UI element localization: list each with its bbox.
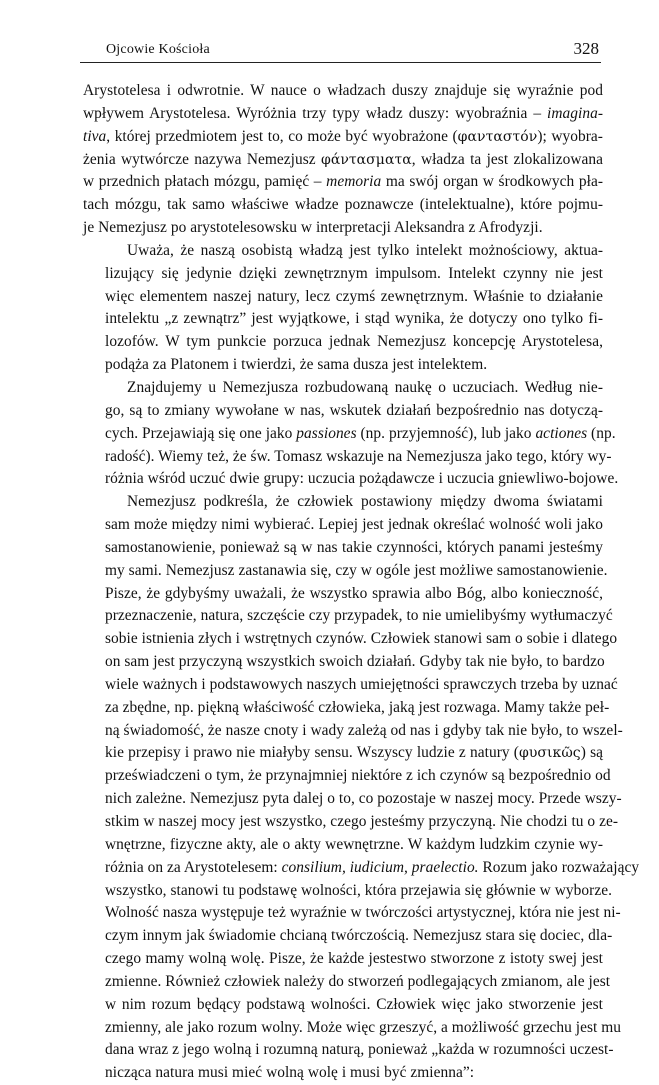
text-line: w nim rozum będący podstawą wolności. Człowiek więc jako stworzenie jest (105, 995, 603, 1013)
text-line: przeznaczenie, natura, szczęście czy przypadek, to nie umielibyśmy wytłumaczyć (105, 607, 613, 625)
text-line: czego mamy wolną wolę. Pisze, że każde jestestwo stworzone z istoty swej jest (105, 950, 603, 968)
running-head-title: Ojcowie Kościoła (106, 42, 210, 57)
text-line: tiva, której przedmiotem jest to, co może być wyobrażone (φανταστόν); wyobra- (83, 127, 603, 145)
text-line: zmienny, ale jako rozum wolny. Może więc grzeszyć, a możliwość grzechu jest mu (105, 1018, 622, 1036)
text-line: tach mózgu, tak samo właściwe władze poznawcze (intelektualne), które pojmu- (83, 196, 603, 214)
text-line: przeświadczeni o tym, że przynajmniej niektóre z ich czynów są bezpośrednio od (105, 767, 611, 785)
text-line: różnia wśród uczuć dwie grupy: uczucia pożądawcze i uczucia gniewliwo-bojowe. (105, 470, 619, 488)
text-line: Arystotelesa i odwrotnie. W nauce o władzach duszy znajduje się wyraźnie pod (83, 82, 603, 99)
text-line: czym innym jak świadomie chcianą twórczością. Nemezjusz stara się dociec, dla- (105, 927, 613, 945)
text-line: więc elementem naszej natury, lecz czymś zewnętrznym. Właśnie to działanie (105, 287, 603, 305)
greek-term: φάντασματα (320, 151, 412, 168)
text-line: samostanowienie, ponieważ są w nas takie czynności, których panami jesteśmy (105, 538, 603, 556)
latin-term: imagina- (547, 104, 603, 122)
text-line: sobie istnienia złych i wstrętnych czynów. Człowiek stanowi sam o sobie i dlatego (105, 630, 618, 648)
text-line: sam może między nimi wybierać. Lepiej jest jednak określać wolność woli jako (105, 516, 603, 534)
text-line: wnętrzne, fizyczne akty, ale o akty wewnętrzne. W każdym ludzkim czynie wy- (105, 835, 603, 853)
text-line: go, są to zmiany wywołane w nas, wskutek działań bezpośrednio nas dotyczą- (105, 401, 603, 419)
text-line: nich zależne. Nemezjusz pyta dalej o to, co pozostaje w naszej mocy. Przede wszy- (105, 790, 622, 808)
text-line: Wolność nasza występuje też wyraźnie w twórczości artystycznej, która nie jest ni- (105, 904, 621, 922)
text-line: zmienne. Również człowiek należy do stworzeń podlegających zmianom, ale jest (105, 972, 611, 990)
text-line: cych. Przejawiają się one jako passiones (np. przyjemność), lub jako actiones (np. (105, 424, 616, 442)
page-number: 328 (573, 39, 599, 58)
text-line: stkim w naszej mocy jest wszystko, czego jesteśmy przyczyną. Nie chodzi tu o ze- (105, 813, 619, 830)
text-line: Nemezjusz podkreśla, że człowiek postawiony między dwoma światami (127, 493, 603, 511)
text-line: wszystko, stanowi tu podstawę wolności, która przejawia się głównie w wyborze. (105, 881, 612, 899)
latin-term: passiones (296, 424, 357, 442)
greek-term: φυσικῶς (518, 745, 581, 762)
greek-term: φανταστόν (457, 128, 538, 145)
text-line: intelektu „z zewnątrz” jest wyjątkowe, i stąd wynika, że dotyczy ono tylko fi- (105, 310, 603, 328)
text-line: wpływem Arystotelesa. Wyróżnia trzy typy władz duszy: wyobraźnia – imagina- (83, 104, 603, 122)
text-line: wiele ważnych i podstawowych naszych umiejętności sprawczych trzeba by uznać (105, 675, 618, 693)
paragraph (83, 377, 619, 491)
text-line: nicząca natura musi mieć wolną wolę i musi być zmienna”: (105, 1064, 475, 1082)
paragraph (83, 80, 603, 240)
text-line: my sami. Nemezjusz zastanawia się, czy w ogóle jest możliwe samostanowienie. (105, 561, 608, 579)
text-line: kie przepisy i prawo nie miałyby sensu. Wszyscy ludzie z natury (φυσικῶς) są (105, 744, 603, 762)
text-line: dana wraz z jego wolną i rozumną naturą, ponieważ „każda w rozumności uczest- (105, 1041, 614, 1059)
paragraph (83, 240, 603, 377)
latin-term: tiva (83, 127, 107, 145)
text-line: lozofów. W tym punkcie porzuca jednak Nemezjusz koncepcję Arystotelesa, (105, 333, 603, 351)
latin-term: actiones (535, 424, 588, 442)
text-line: radość). Wiemy też, że św. Tomasz wskazuje na Nemezjusza jako tego, który wy- (105, 447, 612, 465)
paragraph (83, 491, 640, 1085)
text-line: Uważa, że naszą osobistą władzą jest tylko intelekt możnościowy, aktua- (127, 241, 603, 259)
text-line: lizujący się jedynie dzięki zewnętrznym impulsom. Intelekt czynny nie jest (105, 264, 603, 282)
latin-term: memoria (326, 173, 382, 191)
text-line: podąża za Platonem i twierdzi, że sama dusza jest intelektem. (105, 356, 488, 374)
body-text (83, 80, 640, 1085)
running-head (80, 36, 601, 63)
text-line: ną świadomość, że nasze cnoty i wady zależą od nas i gdyby tak nie było, to wszel- (105, 721, 623, 739)
text-line: za zbędne, np. piękną właściwość człowieka, jaką jest rozwaga. Mamy także peł- (105, 698, 610, 716)
latin-term: consilium, iudicium, praelectio. (281, 858, 479, 876)
text-line: on sam jest przyczyną wszystkich swoich działań. Gdyby tak nie było, to bardzo (105, 653, 605, 671)
text-line: różnia on za Arystotelesem: consilium, iudicium, praelectio. Rozum jako rozważający (105, 858, 640, 876)
text-line: je Nemezjusz po arystotelesowsku w interpretacji Aleksandra z Afrodyzji. (83, 219, 543, 237)
text-line: żenia wytwórcze nazywa Nemezjusz φάντασματα, władza ta jest zlokalizowana (83, 150, 603, 168)
text-line: Znajdujemy u Nemezjusza rozbudowaną naukę o uczuciach. Według nie- (127, 378, 603, 396)
text-line: w przednich płatach mózgu, pamięć – memoria ma swój organ w środkowych pła- (83, 173, 604, 191)
text-line: Pisze, że gdybyśmy uważali, że wszystko sprawia albo Bóg, albo konieczność, (105, 584, 603, 602)
